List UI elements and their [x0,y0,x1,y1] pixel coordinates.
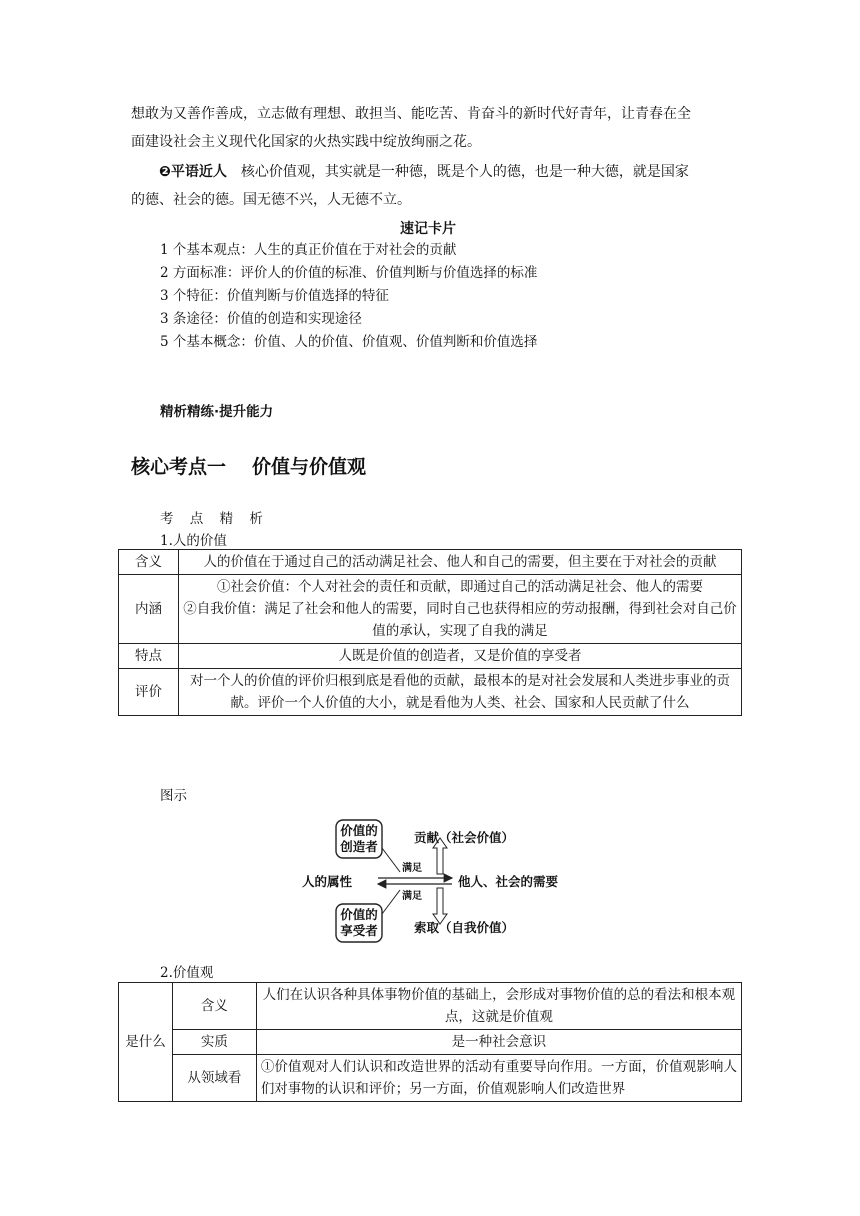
table1-value-connotation-1: ①社会价值：个人对社会的责任和贡献，即通过自己的活动满足社会、他人的需要 [216,579,703,595]
heading-part-1: 核心考点一 [131,456,227,478]
table2-key-meaning: 含义 [172,983,256,1030]
satisfy-top-label: 满足 [402,863,422,874]
card-item-4: 3 条途径：价值的创造和实现途径 [160,311,362,327]
taking-label: 索取（自我价值） [414,920,515,935]
heading-part-2: 价值与价值观 [252,456,367,478]
card-item-5: 5 个基本概念：价值、人的价值、价值观、价值判断和价值选择 [160,334,538,350]
table-row [119,644,742,669]
creator-line-2: 创造者 [340,839,378,854]
table2-key-essence: 实质 [172,1030,256,1055]
enjoyer-line-2: 享受者 [340,923,378,938]
human-value-diagram [300,808,590,954]
table1-value-meaning: 人的价值在于通过自己的活动满足社会、他人和自己的需要，但主要在于对社会的贡献 [178,550,741,575]
table1-key-meaning: 含义 [119,550,179,575]
table-row [119,550,742,575]
table1-value-connotation [178,575,741,644]
table-value-view [118,982,742,1102]
table1-value-evaluation: 对一个人的价值的评价归根到底是看他的贡献，最根本的是对社会发展和人类进步事业的贡献。评价一个人价值的大小，就是看他为人类、社会、国家和人民贡献了什么 [178,669,741,716]
enjoyer-line-1: 价值的 [340,907,378,922]
human-attribute-label: 人的属性 [302,874,353,889]
contribution-label: 贡献（社会价值） [414,830,515,845]
table-row [119,575,742,644]
table1-key-feature: 特点 [119,644,179,669]
card-item-2: 2 方面标准：评价人的价值的标准、价值判断与价值选择的标准 [160,265,538,281]
intro-line-1: 想敢为又善作善成，立志做有理想、敢担当、能吃苦、肯奋斗的新时代好青年，让青春在全 [131,106,691,122]
table-row [119,669,742,716]
section-label: 精析精练·提升能力 [160,404,274,420]
table2-key-domain: 从领域看 [172,1055,256,1102]
intro-paragraph [131,100,731,156]
table2-value-domain: ①价值观对人们认识和改造世界的活动有重要导向作用。一方面，价值观影响人们对事物的认识和评价；另一方面，价值观影响人们改造世界 [256,1055,741,1102]
card-title: 速记卡片 [400,221,456,237]
taking-arrow [433,888,447,924]
page-heading [131,452,366,479]
creator-connector [382,848,400,872]
needs-label: 他人、社会的需要 [458,874,559,889]
table1-key-connotation: 内涵 [119,575,179,644]
quote-marker: ❷平语近人 [159,164,227,180]
table1-key-evaluation: 评价 [119,669,179,716]
card-list [160,239,740,354]
table2-value-essence: 是一种社会意识 [256,1030,741,1055]
intro-line-2: 面建设社会主义现代化国家的火热实践中绽放绚丽之花。 [131,134,481,150]
table1-value-feature: 人既是价值的创造者，又是价值的享受者 [178,644,741,669]
card-item-1: 1 个基本观点：人生的真正价值在于对社会的贡献 [160,242,457,258]
quote-paragraph [131,158,731,214]
kaodian-label: 考 点 精 析 [160,511,269,527]
table-human-value [118,549,742,716]
table-row [119,1030,742,1055]
card-item-3: 3 个特征：价值判断与价值选择的特征 [160,288,389,304]
satisfy-bottom-label: 满足 [402,891,422,902]
enjoyer-connector [382,890,400,914]
diagram-label: 图示 [160,788,187,804]
table-row [119,1055,742,1102]
table1-value-connotation-2: ②自我价值：满足了社会和他人的需要，同时自己也获得相应的劳动报酬，得到社会对自己价值的承认，实现了自我的满足 [183,601,737,639]
sub-heading-2: 2.价值观 [160,965,214,981]
quote-text-2: 的德、社会的德。国无德不兴，人无德不立。 [131,192,411,208]
table2-value-meaning: 人们在认识各种具体事物价值的基础上，会形成对事物价值的总的看法和根本观点，这就是价值观 [256,983,741,1030]
quote-text-1: 核心价值观，其实就是一种德，既是个人的德，也是一种大德，就是国家 [240,164,689,180]
sub-heading-1: 1.人的价值 [160,533,227,549]
table-row [119,983,742,1030]
table2-group: 是什么 [119,983,173,1102]
creator-line-1: 价值的 [340,823,378,838]
